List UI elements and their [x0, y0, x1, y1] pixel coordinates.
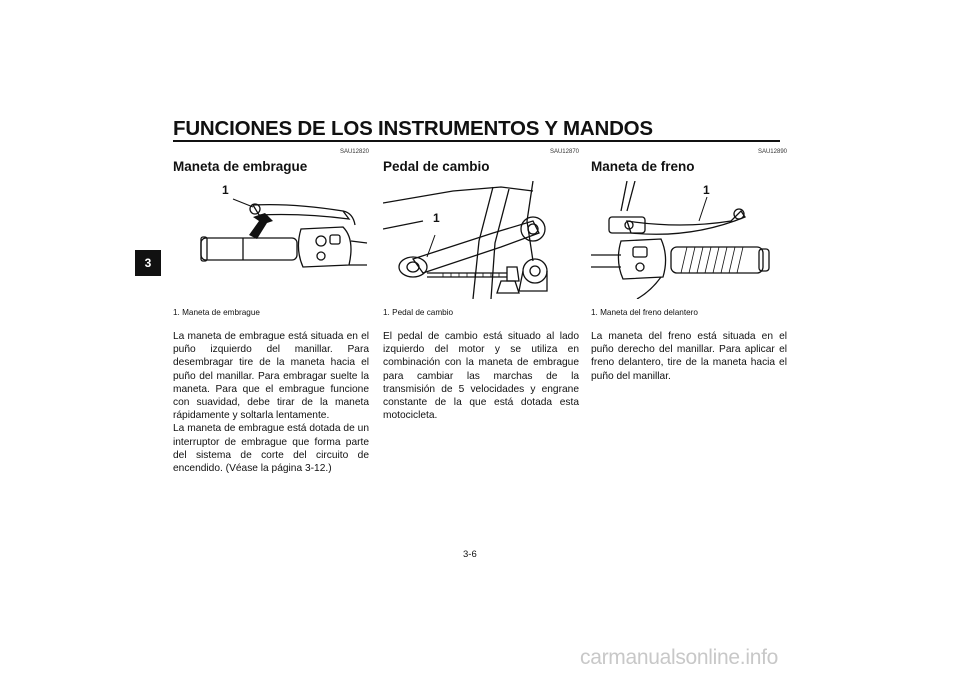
section-code: SAU12870: [549, 149, 579, 155]
paragraph: La maneta de embrague está dotada de un interruptor de embrague que forma parte del sistema de corte del circuito de encendido. (Véase la página 3-12.): [173, 423, 369, 475]
clutch-lever-figure: [173, 181, 369, 299]
figure-callout: 1: [222, 183, 229, 197]
section-code: SAU12890: [757, 149, 787, 155]
figure-caption: 1. Pedal de cambio: [383, 308, 454, 317]
section-brake-lever: [591, 148, 787, 383]
figure-caption: 1. Maneta del freno delantero: [591, 308, 698, 317]
section-heading: Maneta de freno: [591, 159, 695, 174]
paragraph: La maneta de embrague está situada en el puño izquierdo del manillar. Para desembragar tire de la maneta hacia el puño del manillar. Para embragar suelte la maneta. Para que el embrague funcione con suavidad, debe tirar de la maneta rápidamente y soltarla lentamente.: [173, 331, 369, 422]
brake-lever-figure: [591, 181, 787, 299]
figure-callout: 1: [433, 211, 440, 225]
chapter-tab: 3: [135, 250, 161, 276]
paragraph: La maneta del freno está situada en el puño derecho del manillar. Para aplicar el freno delantero, tire de la maneta hacia el puño del manillar.: [591, 331, 787, 382]
paragraph: El pedal de cambio está situado al lado izquierdo del motor y se utiliza en combinación con la maneta de embrague para cambiar las marchas de la transmisión de 5 velocidades y engrane constante de la que está dotada esta motocicleta.: [383, 331, 579, 422]
figure-callout: 1: [703, 183, 710, 197]
section-shift-pedal: [383, 148, 579, 422]
section-body: [591, 330, 787, 383]
section-heading: Maneta de embrague: [173, 159, 308, 174]
brake-lever-illustration: [591, 181, 787, 299]
shift-pedal-figure: [383, 181, 579, 299]
section-body: [383, 330, 579, 422]
section-code: SAU12820: [339, 149, 369, 155]
page-number: 3-6: [463, 549, 477, 560]
section-body: [173, 330, 369, 475]
figure-caption: 1. Maneta de embrague: [173, 308, 260, 317]
clutch-lever-illustration: [173, 181, 369, 299]
shift-pedal-illustration: [383, 181, 579, 299]
section-clutch-lever: [173, 148, 369, 475]
watermark: carmanualsonline.info: [580, 646, 778, 669]
title-rule: [173, 140, 780, 142]
section-heading: Pedal de cambio: [383, 159, 490, 174]
page-title: FUNCIONES DE LOS INSTRUMENTOS Y MANDOS: [173, 117, 653, 140]
